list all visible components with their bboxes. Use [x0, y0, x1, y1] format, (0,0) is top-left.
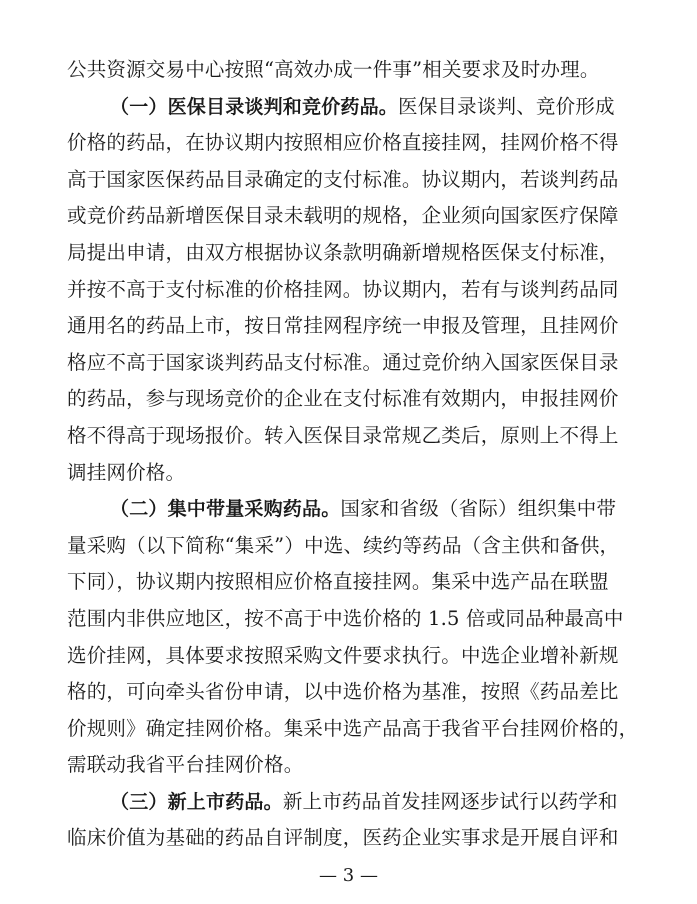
text-line: 范围内非供应地区，按不高于中选价格的 1.5 倍或同品种最高中 — [67, 606, 624, 630]
text-line: 选价挂网，具体要求按照采购文件要求执行。中选企业增补新规 — [67, 643, 619, 667]
document-body — [67, 52, 639, 857]
text-line: 调挂网价格。 — [67, 460, 186, 484]
text-line: 临床价值为基础的药品自评制度，医药企业实事求是开展自评和 — [67, 826, 619, 850]
text-line: 通用名的药品上市，按日常挂网程序统一申报及管理，且挂网价 — [67, 314, 619, 338]
text-line: 或竞价药品新增医保目录未载明的规格，企业须向国家医疗保障 — [67, 204, 619, 228]
section-heading-line: （一）医保目录谈判和竞价药品。医保目录谈判、竞价形成 — [110, 94, 615, 118]
text-line: 价格的药品，在协议期内按照相应价格直接挂网，挂网价格不得 — [67, 131, 619, 155]
text-line: 格不得高于现场报价。转入医保目录常规乙类后，原则上不得上 — [67, 423, 619, 447]
text-line: 的药品，参与现场竞价的企业在支付标准有效期内，申报挂网价 — [67, 387, 619, 411]
text-line: 公共资源交易中心按照“高效办成一件事”相关要求及时办理。 — [67, 58, 600, 81]
text-line: 下同），协议期内按照相应价格直接挂网。集采中选产品在联盟 — [67, 570, 609, 594]
text-line: 需联动我省平台挂网价格。 — [67, 753, 304, 777]
text-line: 高于国家医保药品目录确定的支付标准。协议期内，若谈判药品 — [67, 167, 619, 191]
section-heading-line: （二）集中带量采购药品。国家和省级（省际）组织集中带 — [110, 497, 617, 521]
section-heading: （三）新上市药品。 — [110, 790, 283, 813]
text-line: 量采购（以下简称“集采”）中选、续约等药品（含主供和备供， — [67, 533, 620, 557]
text-line: 价规则》确定挂网价格。集采中选产品高于我省平台挂网价格的， — [67, 716, 639, 740]
text-line: 格的，可向牵头省份申请，以中选价格为基准，按照《药品差比 — [67, 680, 619, 704]
section-heading: （二）集中带量采购药品。 — [110, 498, 341, 521]
section-heading-line: （三）新上市药品。新上市药品首发挂网逐步试行以药学和 — [110, 789, 618, 813]
text-line: 局提出申请，由双方根据协议条款明确新增规格医保支付标准， — [67, 240, 619, 264]
text-line: 格应不高于国家谈判药品支付标准。通过竞价纳入国家医保目录 — [67, 350, 619, 374]
section-heading: （一）医保目录谈判和竞价药品。 — [110, 95, 399, 118]
page-number: — 3 — — [319, 865, 378, 886]
text-line: 并按不高于支付标准的价格挂网。协议期内，若有与谈判药品同 — [67, 277, 619, 301]
